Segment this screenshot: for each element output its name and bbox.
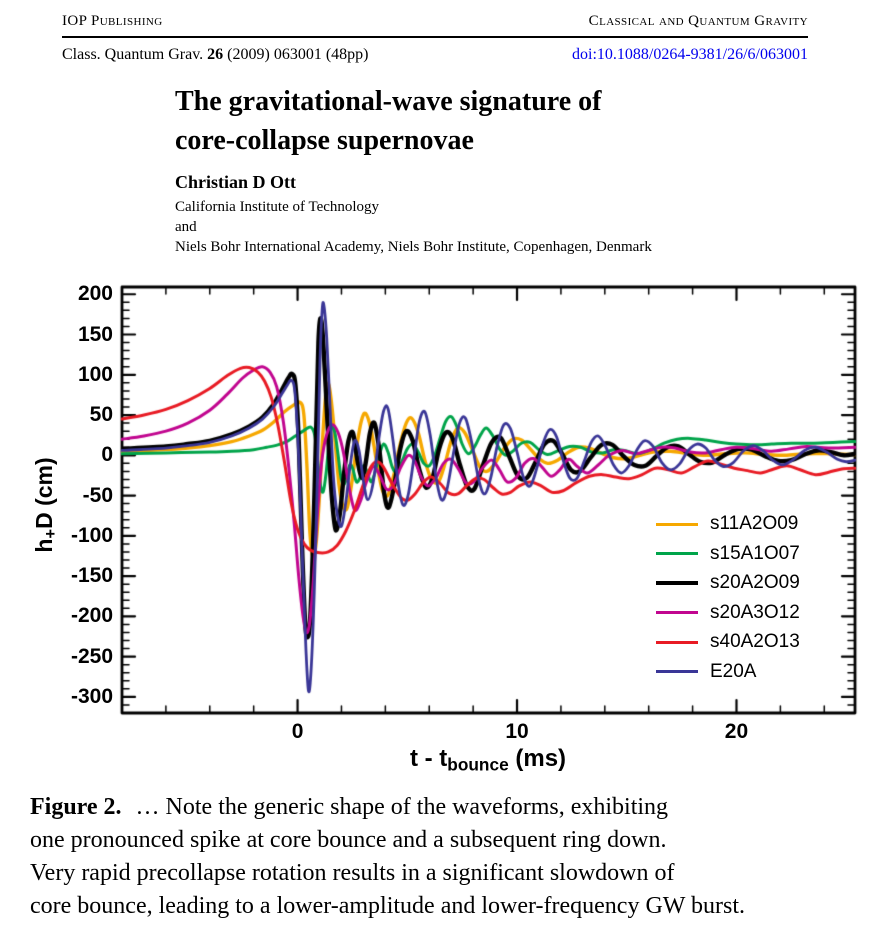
affiliation-line: and <box>175 219 197 235</box>
doi-link[interactable]: doi:10.1088/0264-9381/26/6/063001 <box>572 46 808 63</box>
x-tick-label: 20 <box>724 720 749 743</box>
x-tick-label: 0 <box>291 720 304 743</box>
citation-post: (2009) 063001 (48pp) <box>223 46 369 63</box>
y-tick-label: 0 <box>101 443 113 467</box>
citation-pre: Class. Quantum Grav. <box>62 46 208 63</box>
x-tick-label: 10 <box>505 720 529 743</box>
legend-label: s20A3O12 <box>710 601 800 623</box>
y-tick-label: 50 <box>89 403 113 427</box>
legend-swatch-line <box>656 670 698 673</box>
title-line-2: core-collapse supernovae <box>175 125 474 156</box>
legend-label: s20A2O09 <box>710 572 800 593</box>
y-tick-label: -100 <box>70 523 113 547</box>
citation-line <box>62 46 368 64</box>
legend-label: E20A <box>710 660 757 682</box>
caption-label: Figure 2. <box>30 794 122 820</box>
y-tick-label: -250 <box>70 644 113 668</box>
affiliation-line: Niels Bohr International Academy, Niels Bohr Institute, Copenhagen, Denmark <box>175 239 652 255</box>
caption-line: Figure 2. … Note the generic shape of the waveforms, exhibiting <box>30 794 669 820</box>
publisher-name: IOP Publishing <box>62 13 163 29</box>
page-title <box>175 82 601 160</box>
legend-swatch-line <box>656 611 698 614</box>
y-tick-label: -300 <box>70 684 113 708</box>
x-axis-label-subscript: bounce <box>447 754 509 775</box>
y-tick-label: 150 <box>77 322 113 346</box>
legend-swatch-line <box>656 552 698 555</box>
legend-label: s40A2O13 <box>710 631 800 652</box>
y-tick-label: -200 <box>70 604 113 628</box>
legend-swatch-line <box>656 641 698 644</box>
title-line-1: The gravitational-wave signature of <box>175 86 602 117</box>
legend-label: s15A1O07 <box>710 542 800 564</box>
legend-swatch-line <box>656 523 698 526</box>
y-axis-label: h+D (cm) <box>30 457 61 553</box>
affiliation-line: California Institute of Technology <box>175 199 380 215</box>
legend-swatch-line <box>656 581 698 585</box>
caption-line: one pronounced spike at core bounce and a subsequent ring down. <box>30 827 667 853</box>
header-rule <box>62 36 808 38</box>
author-name: Christian D Ott <box>175 172 296 192</box>
citation-volume: 26 <box>207 46 224 63</box>
journal-name: Classical and Quantum Gravity <box>588 13 808 29</box>
affiliation-block <box>175 197 652 257</box>
caption-line: core bounce, leading to a lower-amplitude and lower-frequency GW burst. <box>30 893 745 919</box>
y-tick-label: -150 <box>70 564 113 588</box>
legend-label: s11A2O09 <box>710 513 799 534</box>
y-tick-label: 100 <box>77 362 113 386</box>
y-axis-label-subscript: + <box>41 528 61 539</box>
x-axis-label: t - tbounce (ms) <box>409 745 567 775</box>
caption-line: Very rapid precollapse rotation results in a significant slowdown of <box>30 860 675 886</box>
figure-2-plot <box>0 255 870 790</box>
y-tick-label: 200 <box>77 282 113 306</box>
y-tick-label: -50 <box>82 483 113 507</box>
figure-caption <box>30 791 848 923</box>
